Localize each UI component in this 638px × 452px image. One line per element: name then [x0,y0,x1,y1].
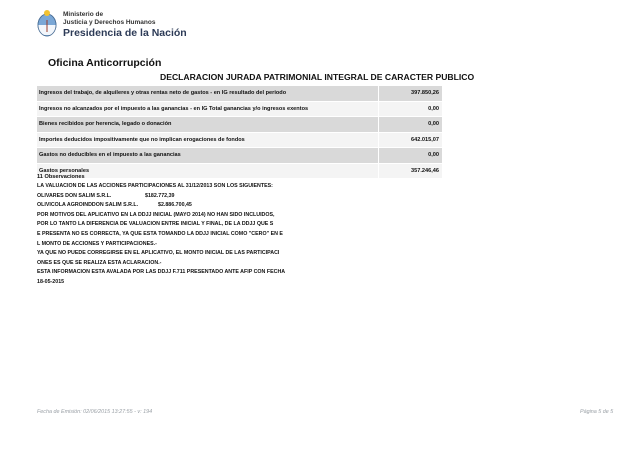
observations-section [37,172,337,288]
observation-line: POR MOTIVOS DEL APLICATIVO EN LA DDJJ INICIAL (MAYO 2014) NO HAN SIDO INCLUIDOS, [37,211,275,218]
company-name: OLIVARES DON SALIM S.R.L. [37,192,112,199]
table-row [37,102,442,118]
row-value: 397.850,26 [378,86,442,101]
observation-line: 18-05-2015 [37,278,65,285]
table-row [37,86,442,102]
company-value: $182.772,39 [145,192,175,199]
company-name: OLIVICOLA AGROINDDON SALIM S.R.L. [37,202,139,209]
office-name: Oficina Anticorrupción [48,57,162,69]
presidencia-label: Presidencia de la Nación [63,27,187,39]
emission-date: Fecha de Emisión: 02/06/2015 13:27:55 - v: 194 [37,409,153,415]
row-value: 357.246,46 [378,164,442,179]
row-label: Gastos personales [37,164,378,179]
ministry-name [63,11,155,26]
observation-line: YA QUE NO PUEDE CORREGIRSE EN EL APLICATIVO, EL MONTO INICIAL DE LAS PARTICIPACI [37,250,280,257]
row-label: Importes deducidos impositivamente que no implican erogaciones de fondos [37,133,378,148]
observation-line: LA VALUACION DE LAS ACCIONES PARTICIPACIONES AL 31/12/2013 SON LOS SIGUIENTES: [37,183,273,189]
page-number: Página 5 de 5 [580,409,614,415]
company-value: $2.886.700,45 [158,202,192,209]
company-valuation-row [37,192,337,202]
observation-line: ONES ES QUE SE REALIZA ESTA ACLARACION.- [37,259,162,266]
row-value: 642.015,07 [378,133,442,148]
row-label: Ingresos no alcanzados por el impuesto a las ganancias - en IG Total ganancias y/o ingresos exentos [37,102,378,117]
table-row [37,117,442,133]
observation-line: L MONTO DE ACCIONES Y PARTICIPACIONES.- [37,240,157,247]
document-title: DECLARACION JURADA PATRIMONIAL INTEGRAL DE CARACTER PUBLICO [160,72,475,82]
ministry-line-2: Justicia y Derechos Humanos [63,18,156,26]
row-value: 0,00 [378,102,442,117]
observation-line: ESTA INFORMACION ESTA AVALADA POR LAS DDJJ F.711 PRESENTADO ANTE AFIP CON FECHA [37,269,286,276]
row-value: 0,00 [378,148,442,163]
row-label: Gastos no deducibles en el impuesto a las ganancias [37,148,378,163]
observation-line: E PRESENTA NO ES CORRECTA, YA QUE ESTA TOMANDO LA DDJJ INICIAL COMO "CERO" EN E [37,230,283,237]
row-value: 0,00 [378,117,442,132]
observation-line: POR LO TANTO LA DIFERENCIA DE VALUACION ENTRE INICIAL Y FINAL, DE LA DDJJ QUE S [37,221,274,228]
table-row [37,133,442,149]
observations-heading: 11 Observaciones [37,174,85,180]
row-label: Bienes recibidos por herencia, legado o donación [37,117,378,132]
row-label: Ingresos del trabajo, de alquileres y otras rentas neto de gastos - en IG resultado del periodo [37,86,378,101]
ministry-header [36,8,187,56]
ministry-line-1: Ministerio de [63,11,104,18]
argentina-seal-icon [36,8,58,38]
company-valuation-row [37,201,337,211]
income-table [37,86,442,179]
table-row [37,148,442,164]
